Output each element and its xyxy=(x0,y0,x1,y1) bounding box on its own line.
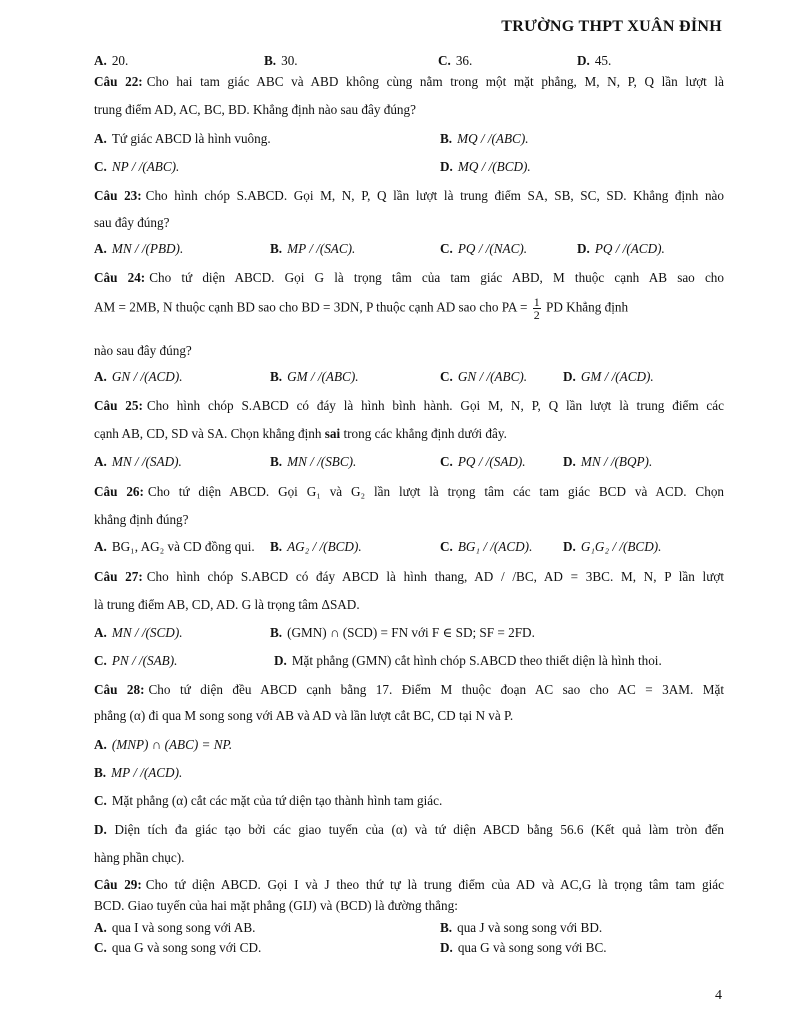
option-label: D. xyxy=(563,539,576,554)
option-label: C. xyxy=(440,539,453,554)
q24-stem-line3: nào sau đây đúng? xyxy=(94,343,192,358)
q22-option-b[interactable] xyxy=(440,131,529,147)
question-text: PD Khẳng định xyxy=(546,299,629,315)
option-text: (GMN) ∩ (SCD) = FN với F ∈ SD; SF = 2FD. xyxy=(287,625,535,640)
option-label: A. xyxy=(94,737,107,752)
question-text: Cho tứ diện ABCD. Gọi G₁ và G₂ lần lượt là trọng tâm các tam giác BCD và ACD. Chọn xyxy=(147,484,725,499)
q21-option-b[interactable] xyxy=(264,53,298,69)
option-text: MN / /(SBC). xyxy=(287,454,357,469)
option-text: Tứ giác ABCD là hình vuông. xyxy=(111,131,271,146)
option-label: A. xyxy=(94,241,107,256)
question-number: Câu 29: xyxy=(94,877,142,892)
q29-option-c[interactable] xyxy=(94,940,261,956)
option-label: C. xyxy=(438,53,451,68)
q23-option-d[interactable] xyxy=(577,241,665,257)
q23-stem-line1 xyxy=(94,188,724,204)
q24-stem-line1 xyxy=(94,270,724,286)
question-text: Cho tứ diện ABCD. Gọi I và J theo thứ tự là trung điểm của AD và AC,G là trọng tâm tam giác xyxy=(145,877,724,892)
option-label: B. xyxy=(270,539,283,554)
option-text: AG₂ / /(BCD). xyxy=(287,539,362,554)
option-label: B. xyxy=(440,920,453,935)
option-label: A. xyxy=(94,454,107,469)
q29-stem-line1 xyxy=(94,877,724,893)
option-label: B. xyxy=(440,131,453,146)
option-label: D. xyxy=(440,159,453,174)
q28-option-a[interactable] xyxy=(94,737,232,753)
option-text: (MNP) ∩ (ABC) = NP. xyxy=(111,737,233,752)
question-text: Cho hai tam giác ABC và ABD không cùng nằm trong một mặt phẳng, M, N, P, Q lần lượt là xyxy=(146,74,725,89)
q26-stem-line1 xyxy=(94,484,724,500)
question-number: Câu 22: xyxy=(94,74,143,89)
option-text: MP / /(ACD). xyxy=(111,765,183,780)
option-label: D. xyxy=(563,454,576,469)
page-number: 4 xyxy=(715,988,722,1003)
option-text: qua G và song song với CD. xyxy=(111,940,262,955)
fraction-denominator: 2 xyxy=(533,308,540,322)
question-number: Câu 25: xyxy=(94,398,143,413)
option-text: Diện tích đa giác tạo bởi các giao tuyến của (α) và tứ diện ABCD bằng 56.6 (Kết quả làm tròn đến xyxy=(114,822,724,837)
q28-option-d[interactable] xyxy=(94,822,724,838)
option-label: B. xyxy=(270,625,283,640)
question-number: Câu 26: xyxy=(94,484,144,499)
option-text: GM / /(ABC). xyxy=(287,369,359,384)
option-label: D. xyxy=(274,653,287,668)
q26-option-d[interactable] xyxy=(563,539,661,555)
option-text: qua J và song song với BD. xyxy=(457,920,603,935)
q24-option-d[interactable] xyxy=(563,369,654,385)
q22-option-c[interactable] xyxy=(94,159,179,175)
q28-stem-line2: phẳng (α) đi qua M song song với AB và AD và lần lượt cắt BC, CD tại N và P. xyxy=(94,708,514,723)
q27-option-c[interactable] xyxy=(94,653,177,669)
q25-option-c[interactable] xyxy=(440,454,526,470)
q22-option-a[interactable] xyxy=(94,131,271,147)
q26-option-a[interactable] xyxy=(94,539,255,555)
option-label: A. xyxy=(94,625,107,640)
q22-stem-line1 xyxy=(94,74,724,90)
option-label: B. xyxy=(270,369,283,384)
option-text: MN / /(SAD). xyxy=(111,454,182,469)
q26-option-b[interactable] xyxy=(270,539,362,555)
option-text: 45. xyxy=(594,53,612,68)
option-text: BG₁ / /(ACD). xyxy=(457,539,533,554)
option-label: B. xyxy=(270,241,283,256)
q29-option-d[interactable] xyxy=(440,940,607,956)
q28-stem-line1 xyxy=(94,682,724,698)
option-label: A. xyxy=(94,369,107,384)
option-text: 30. xyxy=(281,53,298,68)
q26-option-c[interactable] xyxy=(440,539,532,555)
option-text: PN / /(SAB). xyxy=(111,653,178,668)
option-text: BG₁, AG₂ và CD đồng qui. xyxy=(111,539,255,554)
option-label: A. xyxy=(94,539,107,554)
option-label: D. xyxy=(440,940,453,955)
q21-option-c[interactable] xyxy=(438,53,472,69)
option-text: MN / /(PBD). xyxy=(111,241,184,256)
option-label: B. xyxy=(270,454,283,469)
option-text: 20. xyxy=(111,53,129,68)
option-text: MQ / /(ABC). xyxy=(457,131,529,146)
option-text: qua G và song song với BC. xyxy=(457,940,607,955)
question-text: Cho tứ diện ABCD. Gọi G là trọng tâm của tam giác ABD, M thuộc cạnh AB sao cho xyxy=(149,270,724,285)
option-label: B. xyxy=(264,53,277,68)
option-label: C. xyxy=(94,653,107,668)
option-text: MN / /(BQP). xyxy=(580,454,653,469)
question-text: Cho tứ diện đều ABCD cạnh bằng 17. Điểm M thuộc đoạn AC sao cho AC = 3AM. Mặt xyxy=(148,682,725,697)
option-text: NP / /(ABC). xyxy=(111,159,180,174)
option-text: Mặt phẳng (GMN) cắt hình chóp S.ABCD theo thiết diện là hình thoi. xyxy=(291,653,662,668)
option-text: GN / /(ABC). xyxy=(457,369,528,384)
option-label: C. xyxy=(94,793,107,808)
q25-option-b[interactable] xyxy=(270,454,356,470)
q24-option-a[interactable] xyxy=(94,369,183,385)
option-text: 36. xyxy=(455,53,473,68)
question-text: cạnh AB, CD, SD và SA. Chọn khẳng định xyxy=(94,426,322,441)
q28-option-b[interactable] xyxy=(94,765,182,781)
option-text: GM / /(ACD). xyxy=(580,369,654,384)
option-text: PQ / /(NAC). xyxy=(457,241,528,256)
option-label: A. xyxy=(94,53,107,68)
option-label: A. xyxy=(94,131,107,146)
q28-option-d-line2: hàng phần chục). xyxy=(94,850,185,865)
q29-option-b[interactable] xyxy=(440,920,602,936)
emphasis-false: sai xyxy=(324,426,341,441)
q27-option-b[interactable] xyxy=(270,625,535,641)
q23-option-b[interactable] xyxy=(270,241,355,257)
question-text: Cho hình chóp S.ABCD có đáy là hình bình hành. Gọi M, N, P, Q lần lượt là trung điểm các xyxy=(146,398,724,413)
q25-stem-line2 xyxy=(94,426,724,442)
question-number: Câu 28: xyxy=(94,682,145,697)
school-header: TRƯỜNG THPT XUÂN ĐỈNH xyxy=(501,18,722,35)
q23-option-c[interactable] xyxy=(440,241,527,257)
q22-stem-line2: trung điểm AD, AC, BC, BD. Khẳng định nào sau đây đúng? xyxy=(94,102,416,117)
q26-stem-line2: khẳng định đúng? xyxy=(94,512,189,527)
question-text: Cho hình chóp S.ABCD. Gọi M, N, P, Q lần lượt là trung điểm SA, SB, SC, SD. Khẳng định nào xyxy=(145,188,724,203)
option-text: G₁G₂ / /(BCD). xyxy=(580,539,662,554)
option-label: C. xyxy=(440,369,453,384)
question-number: Câu 23: xyxy=(94,188,142,203)
option-text: Mặt phẳng (α) cắt các mặt của tứ diện tạo thành hình tam giác. xyxy=(111,793,443,808)
q24-stem-line2 xyxy=(94,296,724,321)
question-number: Câu 27: xyxy=(94,569,143,584)
option-text: GN / /(ACD). xyxy=(111,369,183,384)
option-label: C. xyxy=(94,940,107,955)
option-text: MN / /(SCD). xyxy=(111,625,183,640)
option-text: qua I và song song với AB. xyxy=(111,920,256,935)
q23-stem-line2: sau đây đúng? xyxy=(94,215,170,230)
q29-option-a[interactable] xyxy=(94,920,255,936)
option-label: D. xyxy=(577,53,590,68)
question-number: Câu 24: xyxy=(94,270,146,285)
q21-option-d[interactable] xyxy=(577,53,611,69)
option-label: D. xyxy=(94,822,107,837)
q29-stem-line2: BCD. Giao tuyến của hai mặt phẳng (GIJ) và (BCD) là đường thẳng: xyxy=(94,898,458,913)
question-text: trong các khẳng định dưới đây. xyxy=(343,426,507,441)
fraction-numerator: 1 xyxy=(533,295,540,309)
option-label: D. xyxy=(563,369,576,384)
option-label: B. xyxy=(94,765,107,780)
option-text: PQ / /(ACD). xyxy=(594,241,665,256)
q23-option-a[interactable] xyxy=(94,241,183,257)
q24-option-c[interactable] xyxy=(440,369,527,385)
q28-option-c[interactable] xyxy=(94,793,442,809)
q25-option-d[interactable] xyxy=(563,454,652,470)
option-label: D. xyxy=(577,241,590,256)
q21-option-a[interactable] xyxy=(94,53,128,69)
q25-stem-line1 xyxy=(94,398,724,414)
option-text: MQ / /(BCD). xyxy=(457,159,531,174)
option-label: C. xyxy=(440,241,453,256)
question-text: Cho hình chóp S.ABCD có đáy ABCD là hình thang, AD / /BC, AD = 3BC. M, N, P lần lượt xyxy=(146,569,725,584)
q27-stem-line2: là trung điểm AB, CD, AD. G là trọng tâm ΔSAD. xyxy=(94,597,360,612)
q27-option-a[interactable] xyxy=(94,625,183,641)
q27-option-d[interactable] xyxy=(274,653,662,669)
option-text: PQ / /(SAD). xyxy=(457,454,526,469)
option-text: MP / /(SAC). xyxy=(287,241,356,256)
q24-option-b[interactable] xyxy=(270,369,359,385)
q27-stem-line1 xyxy=(94,569,724,585)
q22-option-d[interactable] xyxy=(440,159,531,175)
option-label: A. xyxy=(94,920,107,935)
question-text: AM = 2MB, N thuộc cạnh BD sao cho BD = 3DN, P thuộc cạnh AD sao cho PA = xyxy=(94,299,528,315)
q25-option-a[interactable] xyxy=(94,454,182,470)
page-content xyxy=(94,0,724,1024)
fraction-one-half xyxy=(533,296,541,321)
option-label: C. xyxy=(440,454,453,469)
option-label: C. xyxy=(94,159,107,174)
